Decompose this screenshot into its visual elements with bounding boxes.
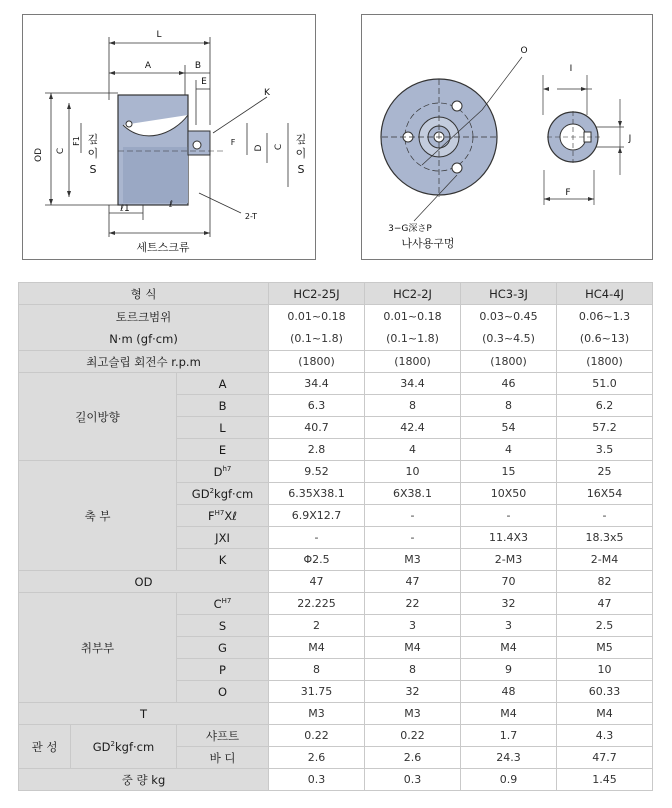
cell: 8	[365, 395, 461, 417]
cell: 0.22	[269, 725, 365, 747]
rpm-cell: (1800)	[365, 351, 461, 373]
rpm-cell: (1800)	[557, 351, 653, 373]
cell: 0.22	[365, 725, 461, 747]
cell: 11.4X3	[461, 527, 557, 549]
torque-cell: 0.06~1.3 (0.6~13)	[557, 305, 653, 351]
cell: 4	[461, 439, 557, 461]
mount-group-label: 취부부	[19, 593, 177, 703]
row-name: JXI	[177, 527, 269, 549]
cell: 70	[461, 571, 557, 593]
cell: 2.6	[365, 747, 461, 769]
shaft-row	[19, 461, 653, 483]
cell: 32	[365, 681, 461, 703]
row-name: P	[177, 659, 269, 681]
cell: 8	[269, 659, 365, 681]
dim-K: K	[264, 88, 270, 98]
cell: -	[461, 505, 557, 527]
row-name: 샤프트	[177, 725, 269, 747]
cell: 34.4	[365, 373, 461, 395]
inertia-unit-label: $GD^2kgf\cdot cm$	[71, 725, 177, 769]
dim-I: I	[569, 64, 573, 74]
shaft-group-label: 축 부	[19, 461, 177, 571]
rpm-cell: (1800)	[461, 351, 557, 373]
row-name: $GD^2kgf\cdot cm$	[177, 483, 269, 505]
cell: 9	[461, 659, 557, 681]
dim-C-right: C	[274, 143, 284, 151]
cell: 6X38.1	[365, 483, 461, 505]
specification-table	[18, 282, 653, 791]
od-row	[19, 571, 653, 593]
cell: 2.6	[269, 747, 365, 769]
depth-label-left-2: 이	[87, 147, 99, 160]
cell: 31.75	[269, 681, 365, 703]
depth-label-left-3: S	[89, 163, 97, 176]
cell: 15	[461, 461, 557, 483]
cell: 2-M4	[557, 549, 653, 571]
dim-B: B	[194, 61, 202, 71]
torque-label: 토르크범위 N·m (gf·cm)	[19, 305, 269, 351]
left-caption: 세트스크류	[136, 241, 190, 254]
dim-OD: OD	[34, 147, 44, 163]
dim-D: D	[254, 144, 264, 152]
row-name: B	[177, 395, 269, 417]
dim-J: J	[628, 134, 632, 144]
cell: 6.3	[269, 395, 365, 417]
row-name: K	[177, 549, 269, 571]
row-name: G	[177, 637, 269, 659]
row-name: $D^{h7}$	[177, 461, 269, 483]
rpm-label: 최고슬립 회전수 r.p.m	[19, 351, 269, 373]
row-name: L	[177, 417, 269, 439]
cell: 42.4	[365, 417, 461, 439]
dim-A: A	[144, 61, 152, 71]
cell: 2.8	[269, 439, 365, 461]
side-section-drawing	[23, 15, 315, 259]
dim-C: C	[56, 147, 66, 155]
cell: -	[365, 505, 461, 527]
cell: M4	[461, 703, 557, 725]
cell: 3.5	[557, 439, 653, 461]
cell: 32	[461, 593, 557, 615]
cell: 2	[269, 615, 365, 637]
cell: M4	[461, 637, 557, 659]
cell: 9.52	[269, 461, 365, 483]
cell: 10	[557, 659, 653, 681]
cell: 6.35X38.1	[269, 483, 365, 505]
cell: 1.45	[557, 769, 653, 791]
cell: 22.225	[269, 593, 365, 615]
cell: 10X50	[461, 483, 557, 505]
front-view-diagram	[361, 14, 653, 260]
right-caption: 나사용구멍	[401, 237, 455, 250]
t-label: T	[19, 703, 269, 725]
weight-label: 중 량 kg	[19, 769, 269, 791]
cell: 3	[365, 615, 461, 637]
cell: -	[557, 505, 653, 527]
side-section-diagram	[22, 14, 316, 260]
cell: 47	[557, 593, 653, 615]
dim-l1: ℓ1	[120, 204, 130, 214]
front-view-drawing	[362, 15, 652, 259]
dim-T: 2-T	[244, 212, 258, 221]
cell: 57.2	[557, 417, 653, 439]
cell: 18.3x5	[557, 527, 653, 549]
torque-cell: 0.03~0.45 (0.3~4.5)	[461, 305, 557, 351]
rpm-cell: (1800)	[269, 351, 365, 373]
cell: 47.7	[557, 747, 653, 769]
cell: 0.3	[269, 769, 365, 791]
cell: 60.33	[557, 681, 653, 703]
row-name: S	[177, 615, 269, 637]
cell: M4	[365, 637, 461, 659]
model-header-label: 형 식	[19, 283, 269, 305]
cell: 47	[365, 571, 461, 593]
cell: 34.4	[269, 373, 365, 395]
cell: 4.3	[557, 725, 653, 747]
cell: 4	[365, 439, 461, 461]
cell: 54	[461, 417, 557, 439]
cell: 40.7	[269, 417, 365, 439]
row-name: $F^{H7}X\ell$	[177, 505, 269, 527]
row-name: 바 디	[177, 747, 269, 769]
torque-cell: 0.01~0.18 (0.1~1.8)	[365, 305, 461, 351]
cell: 6.2	[557, 395, 653, 417]
row-name: E	[177, 439, 269, 461]
model-name: HC2-2J	[365, 283, 461, 305]
cell: 6.9X12.7	[269, 505, 365, 527]
depth-label-left-1: 깊	[87, 133, 99, 146]
cell: M4	[269, 637, 365, 659]
row-name: O	[177, 681, 269, 703]
cell: M5	[557, 637, 653, 659]
cell: 10	[365, 461, 461, 483]
cell: 0.3	[365, 769, 461, 791]
dim-F-right: F	[565, 188, 571, 198]
dim-F: F	[230, 138, 236, 147]
cell: -	[365, 527, 461, 549]
inertia-group-label: 관 성	[19, 725, 71, 769]
cell: 8	[365, 659, 461, 681]
cell: 51.0	[557, 373, 653, 395]
cell: M3	[365, 549, 461, 571]
model-name: HC2-25J	[269, 283, 365, 305]
rpm-row	[19, 351, 653, 373]
cell: 2-M3	[461, 549, 557, 571]
cell: 46	[461, 373, 557, 395]
cell: 16X54	[557, 483, 653, 505]
torque-row	[19, 305, 653, 351]
cell: 1.7	[461, 725, 557, 747]
depth-label-right-2: 이	[295, 147, 307, 160]
depth-label-right-1: 깊	[295, 133, 307, 146]
cell: M4	[557, 703, 653, 725]
cell: Φ2.5	[269, 549, 365, 571]
inertia-row	[19, 725, 653, 747]
row-name: $C^{H7}$	[177, 593, 269, 615]
cell: 24.3	[461, 747, 557, 769]
dim-l: ℓ	[169, 200, 173, 210]
cell: 47	[269, 571, 365, 593]
dim-O: O	[520, 46, 528, 56]
cell: 48	[461, 681, 557, 703]
length-group-label: 길이방향	[19, 373, 177, 461]
torque-cell: 0.01~0.18 (0.1~1.8)	[269, 305, 365, 351]
model-name: HC3-3J	[461, 283, 557, 305]
model-name: HC4-4J	[557, 283, 653, 305]
cell: 82	[557, 571, 653, 593]
header-row	[19, 283, 653, 305]
weight-row	[19, 769, 653, 791]
depth-label-right-3: S	[297, 163, 305, 176]
cell: 3	[461, 615, 557, 637]
length-row	[19, 373, 653, 395]
cell: 0.9	[461, 769, 557, 791]
cell: 2.5	[557, 615, 653, 637]
cell: M3	[365, 703, 461, 725]
row-name: A	[177, 373, 269, 395]
dim-E: E	[201, 77, 207, 87]
mount-row	[19, 593, 653, 615]
cell: 22	[365, 593, 461, 615]
t-row	[19, 703, 653, 725]
dim-L: L	[156, 30, 162, 40]
hole-note: 3−G深さP	[388, 224, 432, 234]
dim-F1: F1	[72, 136, 81, 146]
cell: 25	[557, 461, 653, 483]
cell: 8	[461, 395, 557, 417]
od-label: OD	[19, 571, 269, 593]
cell: M3	[269, 703, 365, 725]
cell: -	[269, 527, 365, 549]
